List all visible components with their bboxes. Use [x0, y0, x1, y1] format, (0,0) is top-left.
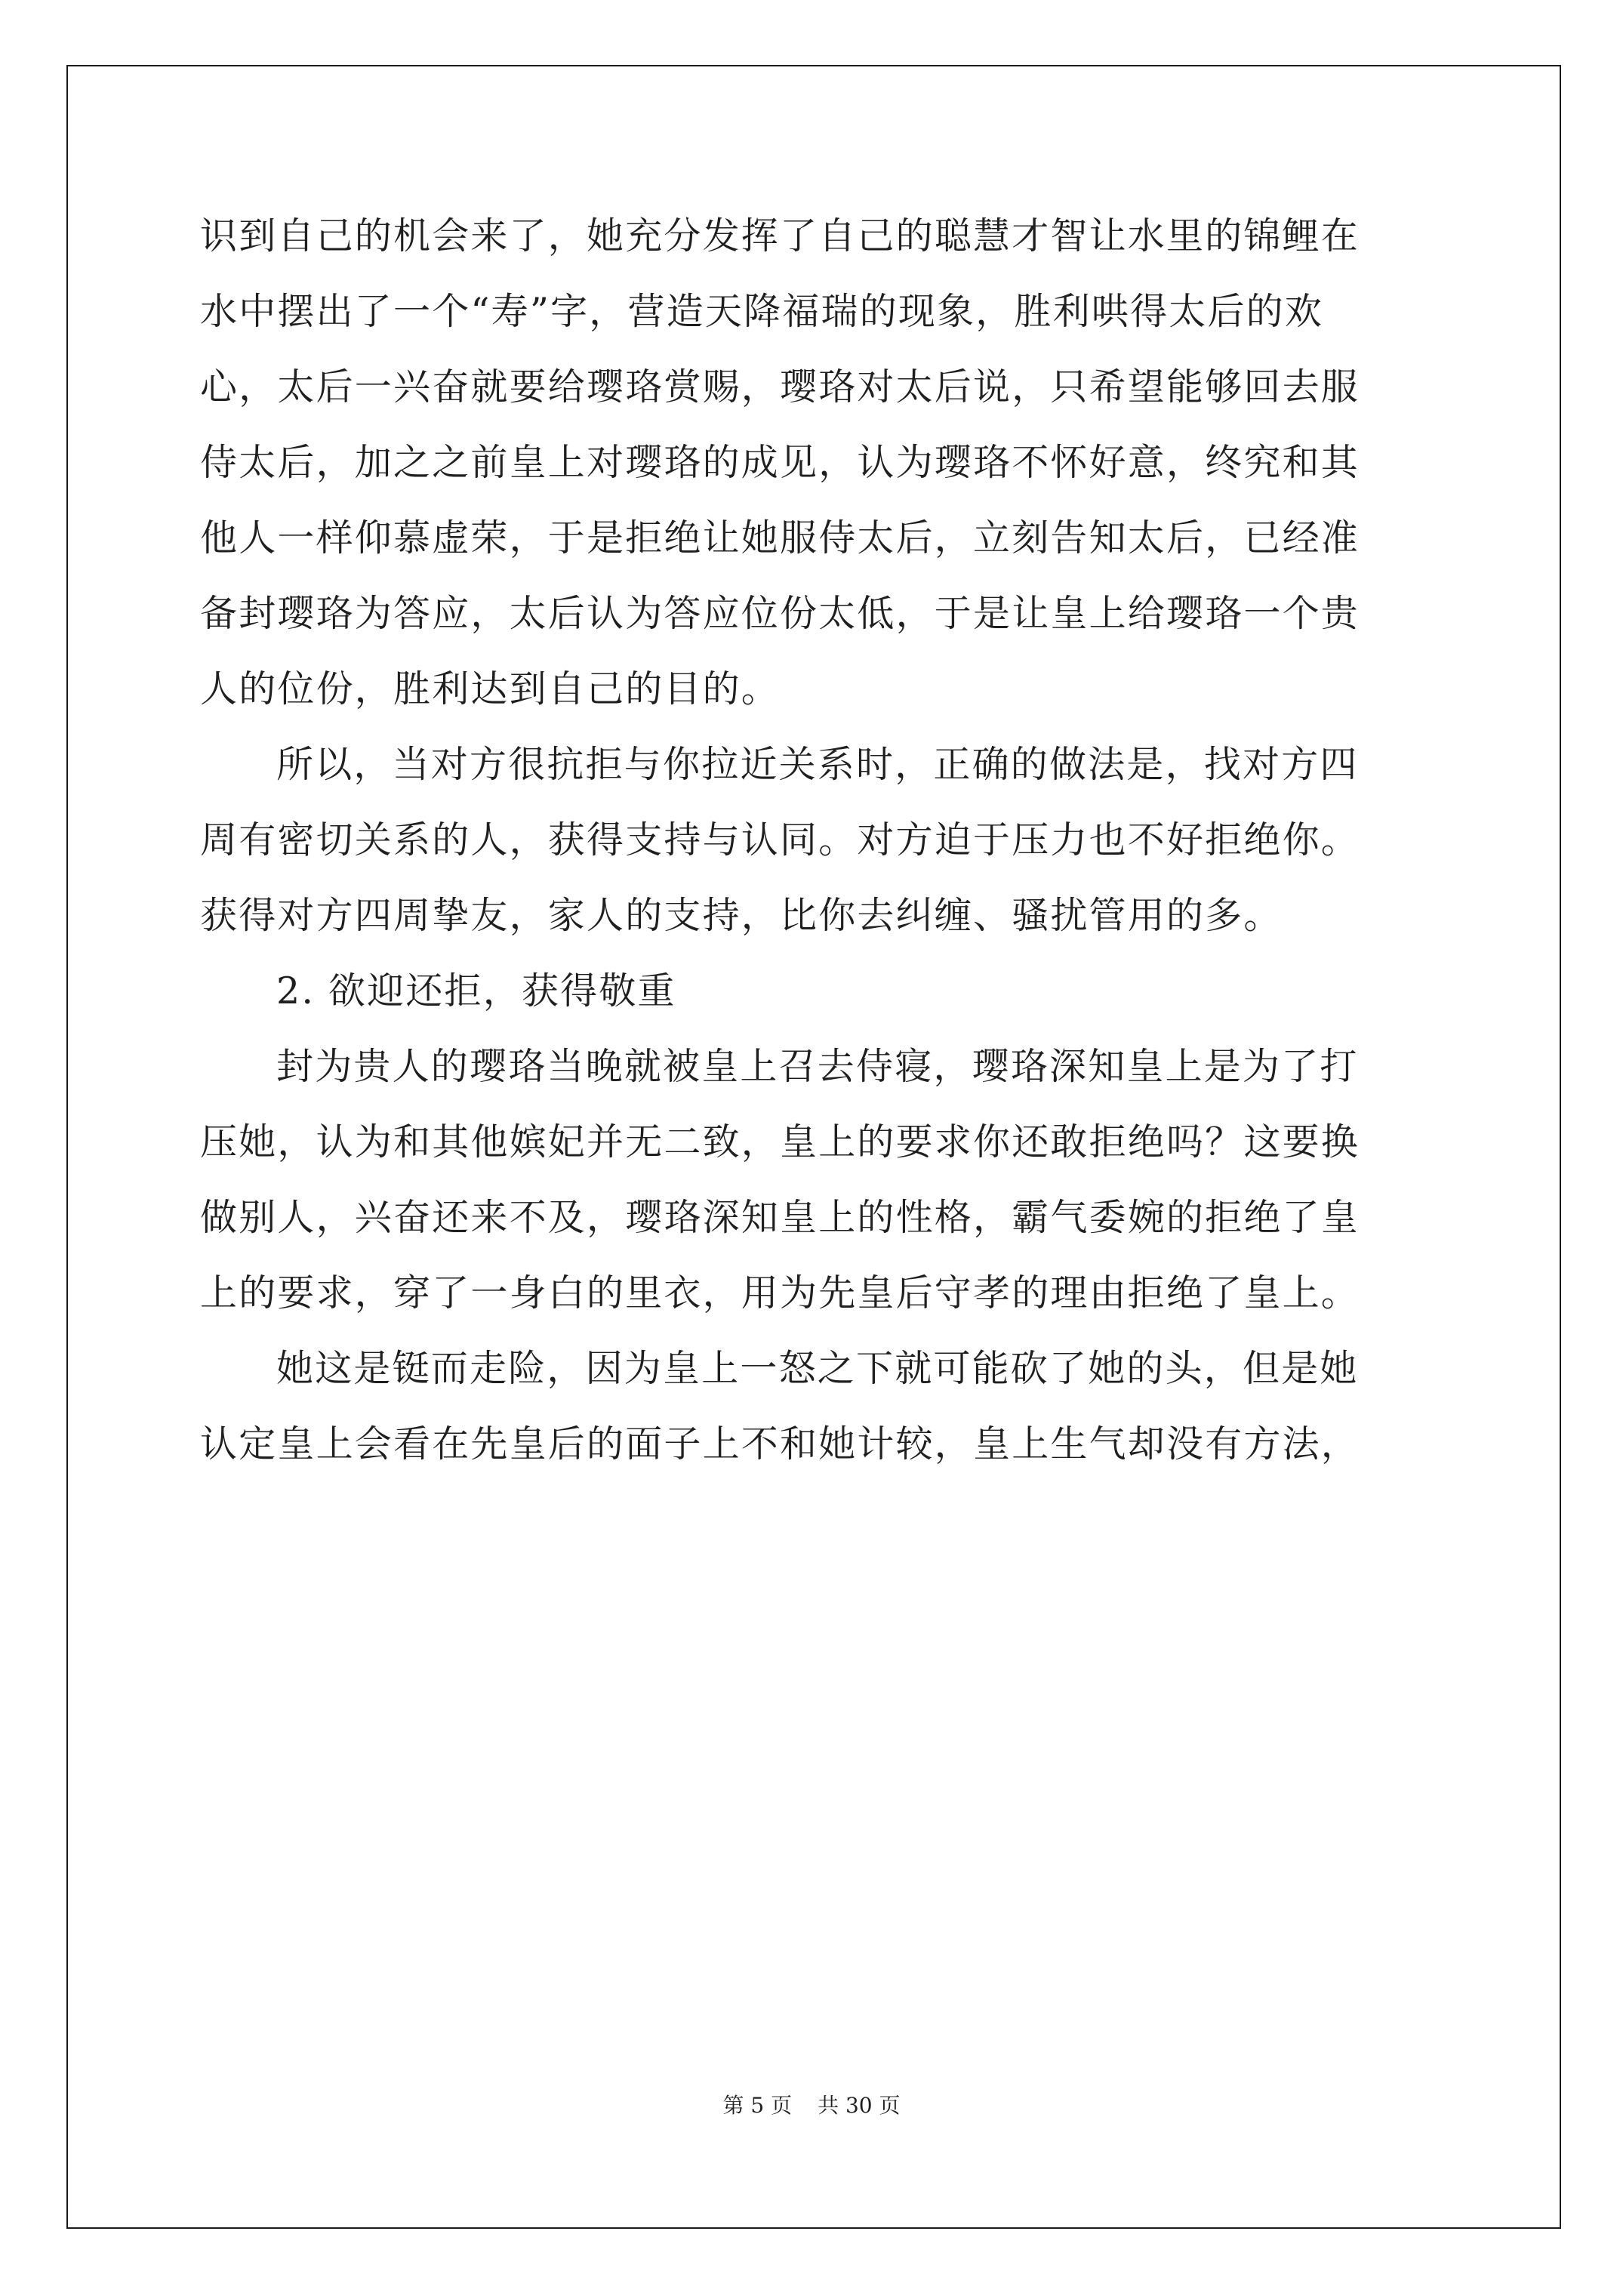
section-heading: 2. 欲迎还拒，获得敬重: [276, 969, 676, 1012]
paragraph-start-line: 封为贵人的璎珞当晚就被皇上召去侍寝，璎珞深知皇上是为了打: [276, 1045, 1359, 1088]
page-number: 第 5 页: [722, 2093, 793, 2118]
body-text-line: 侍太后，加之之前皇上对璎珞的成见，认为璎珞不怀好意，终究和其: [200, 441, 1360, 484]
body-text-line: 心，太后一兴奋就要给璎珞赏赐，璎珞对太后说，只希望能够回去服: [200, 365, 1360, 408]
page-total: 共 30 页: [818, 2093, 901, 2118]
body-text-line: 识到自己的机会来了，她充分发挥了自己的聪慧才智让水里的锦鲤在: [200, 214, 1360, 257]
body-text-line: 水中摆出了一个“寿”字，营造天降福瑞的现象，胜利哄得太后的欢: [200, 290, 1324, 333]
body-text-line: 做别人，兴奋还来不及，璎珞深知皇上的性格，霸气委婉的拒绝了皇: [200, 1196, 1360, 1239]
paragraph-start-line: 她这是铤而走险，因为皇上一怒之下就可能砍了她的头，但是她: [276, 1347, 1359, 1390]
body-text-line: 人的位份，胜利达到自己的目的。: [200, 667, 781, 710]
body-text-line: 压她，认为和其他嫔妃并无二致，皇上的要求你还敢拒绝吗？这要换: [200, 1120, 1360, 1163]
body-text-line: 认定皇上会看在先皇后的面子上不和她计较，皇上生气却没有方法，: [200, 1422, 1360, 1465]
body-text-line: 他人一样仰慕虚荣，于是拒绝让她服侍太后，立刻告知太后，已经准: [200, 516, 1360, 559]
body-text-line: 获得对方四周挚友，家人的支持，比你去纠缠、骚扰管用的多。: [200, 894, 1283, 937]
body-text-line: 上的要求，穿了一身白的里衣，用为先皇后守孝的理由拒绝了皇上。: [200, 1271, 1360, 1314]
body-text-line: 备封璎珞为答应，太后认为答应位份太低，于是让皇上给璎珞一个贵: [200, 592, 1360, 635]
page-footer: [0, 2092, 1623, 2119]
body-text-line: 周有密切关系的人，获得支持与认同。对方迫于压力也不好拒绝你。: [200, 818, 1360, 861]
paragraph-start-line: 所以，当对方很抗拒与你拉近关系时，正确的做法是，找对方四: [276, 743, 1359, 786]
